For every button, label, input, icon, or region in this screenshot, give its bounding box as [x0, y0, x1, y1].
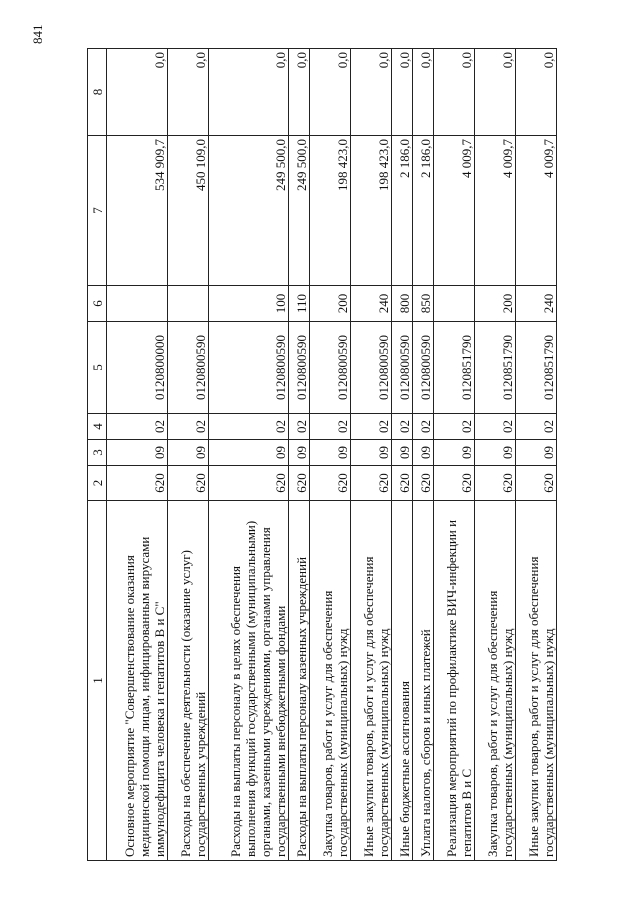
- section-cell: 09: [392, 440, 413, 466]
- target-code-cell: 0120800000: [107, 322, 168, 414]
- admin-code-cell: 620: [434, 466, 475, 501]
- target-code-cell: 0120851790: [516, 322, 557, 414]
- section-cell: 09: [434, 440, 475, 466]
- target-code-cell: 0120851790: [434, 322, 475, 414]
- rotated-table-wrapper: [87, 49, 557, 861]
- section-cell: 09: [413, 440, 434, 466]
- admin-code-cell: 620: [516, 466, 557, 501]
- amount2-cell: 0,0: [434, 49, 475, 136]
- row-name-cell: Уплата налогов, сборов и иных платежей: [413, 501, 434, 861]
- subsection-cell: 02: [167, 414, 208, 440]
- target-code-cell: 0120800590: [413, 322, 434, 414]
- row-name-cell: Закупка товаров, работ и услуг для обеспечения государственных (муниципальных) нужд: [475, 501, 516, 861]
- table-row: [475, 49, 516, 861]
- subsection-cell: 02: [475, 414, 516, 440]
- expense-type-cell: 200: [310, 286, 351, 322]
- expense-type-cell: [107, 286, 168, 322]
- section-cell: 09: [289, 440, 310, 466]
- header-row: [88, 49, 107, 861]
- amount-cell: 4 009,7: [475, 136, 516, 286]
- amount2-cell: 0,0: [516, 49, 557, 136]
- amount-cell: 2 186,0: [392, 136, 413, 286]
- amount-cell: 4 009,7: [516, 136, 557, 286]
- section-cell: 09: [516, 440, 557, 466]
- admin-code-cell: 620: [167, 466, 208, 501]
- section-cell: 09: [167, 440, 208, 466]
- subsection-cell: 02: [392, 414, 413, 440]
- expense-type-cell: 800: [392, 286, 413, 322]
- row-name-cell: Иные закупки товаров, работ и услуг для обеспечения государственных (муниципальных) нужд: [516, 501, 557, 861]
- column-header: 2: [88, 466, 107, 501]
- table-body: [107, 49, 557, 861]
- section-cell: 09: [351, 440, 392, 466]
- amount-cell: 198 423,0: [310, 136, 351, 286]
- admin-code-cell: 620: [392, 466, 413, 501]
- subsection-cell: 02: [413, 414, 434, 440]
- table-row: [310, 49, 351, 861]
- amount2-cell: 0,0: [475, 49, 516, 136]
- column-header: 4: [88, 414, 107, 440]
- target-code-cell: 0120800590: [310, 322, 351, 414]
- subsection-cell: 02: [434, 414, 475, 440]
- row-name-cell: Расходы на выплаты персоналу в целях обеспечения выполнения функций государственными (муниципальными) органами, казенными учреждениями, органами управления государственными внебюджетными фондами: [208, 501, 288, 861]
- table-row: [289, 49, 310, 861]
- table-row: [208, 49, 288, 861]
- section-cell: 09: [107, 440, 168, 466]
- target-code-cell: 0120800590: [167, 322, 208, 414]
- expense-type-cell: 850: [413, 286, 434, 322]
- amount2-cell: 0,0: [208, 49, 288, 136]
- row-name-cell: Иные закупки товаров, работ и услуг для обеспечения государственных (муниципальных) нужд: [351, 501, 392, 861]
- subsection-cell: 02: [516, 414, 557, 440]
- column-header: 7: [88, 136, 107, 286]
- budget-table: [87, 48, 557, 861]
- admin-code-cell: 620: [310, 466, 351, 501]
- admin-code-cell: 620: [351, 466, 392, 501]
- target-code-cell: 0120800590: [351, 322, 392, 414]
- column-header: 5: [88, 322, 107, 414]
- subsection-cell: 02: [351, 414, 392, 440]
- amount-cell: 2 186,0: [413, 136, 434, 286]
- subsection-cell: 02: [289, 414, 310, 440]
- expense-type-cell: [167, 286, 208, 322]
- row-name-cell: Основное мероприятие "Совершенствование оказания медицинской помощи лицам, инфицированным вирусами иммунодефицита человека и гепатитов В и С": [107, 501, 168, 861]
- subsection-cell: 02: [208, 414, 288, 440]
- expense-type-cell: [434, 286, 475, 322]
- target-code-cell: 0120800590: [208, 322, 288, 414]
- admin-code-cell: 620: [107, 466, 168, 501]
- admin-code-cell: 620: [289, 466, 310, 501]
- row-name-cell: Реализация мероприятий по профилактике ВИЧ-инфекции и гепатитов В и С: [434, 501, 475, 861]
- admin-code-cell: 620: [413, 466, 434, 501]
- amount2-cell: 0,0: [289, 49, 310, 136]
- expense-type-cell: 240: [516, 286, 557, 322]
- section-cell: 09: [475, 440, 516, 466]
- row-name-cell: Иные бюджетные ассигнования: [392, 501, 413, 861]
- column-header: 3: [88, 440, 107, 466]
- admin-code-cell: 620: [208, 466, 288, 501]
- amount-cell: 534 909,7: [107, 136, 168, 286]
- expense-type-cell: 110: [289, 286, 310, 322]
- table-row: [351, 49, 392, 861]
- admin-code-cell: 620: [475, 466, 516, 501]
- amount-cell: 198 423,0: [351, 136, 392, 286]
- amount2-cell: 0,0: [351, 49, 392, 136]
- section-cell: 09: [310, 440, 351, 466]
- amount2-cell: 0,0: [413, 49, 434, 136]
- section-cell: 09: [208, 440, 288, 466]
- amount2-cell: 0,0: [167, 49, 208, 136]
- amount2-cell: 0,0: [310, 49, 351, 136]
- amount-cell: 4 009,7: [434, 136, 475, 286]
- subsection-cell: 02: [310, 414, 351, 440]
- table-row: [392, 49, 413, 861]
- table-row: [434, 49, 475, 861]
- row-name-cell: Расходы на выплаты персоналу казенных учреждений: [289, 501, 310, 861]
- table-row: [107, 49, 168, 861]
- amount2-cell: 0,0: [392, 49, 413, 136]
- amount-cell: 249 500,0: [289, 136, 310, 286]
- row-name-cell: Закупка товаров, работ и услуг для обеспечения государственных (муниципальных) нужд: [310, 501, 351, 861]
- table-row: [167, 49, 208, 861]
- page-number: 841: [30, 24, 45, 44]
- target-code-cell: 0120800590: [392, 322, 413, 414]
- amount-cell: 450 109,0: [167, 136, 208, 286]
- target-code-cell: 0120800590: [289, 322, 310, 414]
- column-header: 1: [88, 501, 107, 861]
- table-row: [413, 49, 434, 861]
- column-header: 8: [88, 49, 107, 136]
- table-row: [516, 49, 557, 861]
- expense-type-cell: 100: [208, 286, 288, 322]
- column-header: 6: [88, 286, 107, 322]
- row-name-cell: Расходы на обеспечение деятельности (оказание услуг) государственных учреждений: [167, 501, 208, 861]
- expense-type-cell: 240: [351, 286, 392, 322]
- expense-type-cell: 200: [475, 286, 516, 322]
- target-code-cell: 0120851790: [475, 322, 516, 414]
- amount-cell: 249 500,0: [208, 136, 288, 286]
- subsection-cell: 02: [107, 414, 168, 440]
- amount2-cell: 0,0: [107, 49, 168, 136]
